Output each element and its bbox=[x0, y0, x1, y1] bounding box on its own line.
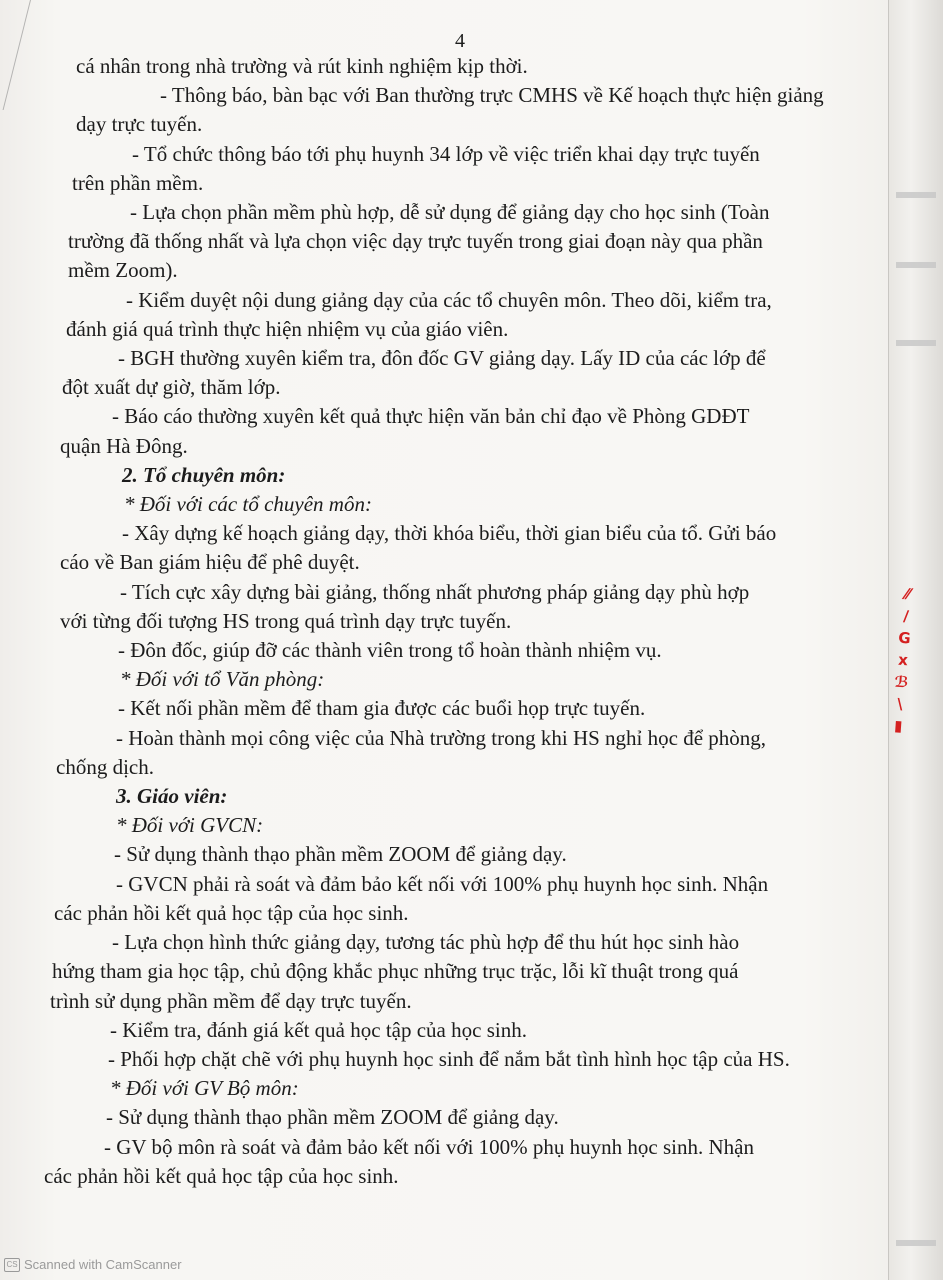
text-line: quận Hà Đông. bbox=[60, 433, 188, 458]
text-line: hứng tham gia học tập, chủ động khắc phục những trục trặc, lỗi kĩ thuật trong quá bbox=[52, 959, 739, 984]
text-line: - Thông báo, bàn bạc với Ban thường trực CMHS về Kế hoạch thực hiện giảng bbox=[160, 83, 824, 108]
page-edge-shadow bbox=[0, 0, 31, 110]
text-line: - Tổ chức thông báo tới phụ huynh 34 lớp về việc triển khai dạy trực tuyến bbox=[132, 141, 760, 166]
text-line: - GVCN phải rà soát và đảm bảo kết nối với 100% phụ huynh học sinh. Nhận bbox=[116, 871, 769, 896]
text-line: đột xuất dự giờ, thăm lớp. bbox=[62, 375, 281, 400]
text-line: - Kiểm tra, đánh giá kết quả học tập của học sinh. bbox=[110, 1017, 527, 1042]
text-line: - Báo cáo thường xuyên kết quả thực hiện văn bản chỉ đạo về Phòng GDĐT bbox=[112, 404, 750, 429]
text-line: - GV bộ môn rà soát và đảm bảo kết nối với 100% phụ huynh học sinh. Nhận bbox=[104, 1134, 754, 1159]
text-line: với từng đối tượng HS trong quá trình dạy trực tuyến. bbox=[60, 608, 512, 633]
section-heading: * Đối với các tổ chuyên môn: bbox=[124, 492, 372, 517]
text-line: - Sử dụng thành thạo phần mềm ZOOM để giảng dạy. bbox=[106, 1105, 559, 1130]
section-heading: * Đối với GVCN: bbox=[116, 813, 264, 838]
scanner-watermark-text: Scanned with CamScanner bbox=[24, 1257, 182, 1272]
text-line: - Lựa chọn hình thức giảng dạy, tương tác phù hợp để thu hút học sinh hào bbox=[112, 930, 740, 955]
margin-tick bbox=[896, 192, 936, 198]
text-line: các phản hồi kết quả học tập của học sinh. bbox=[44, 1163, 399, 1188]
text-line: - BGH thường xuyên kiểm tra, đôn đốc GV giảng dạy. Lấy ID của các lớp để bbox=[118, 346, 766, 371]
red-handwritten-mark: ⁄⁄ / G x ℬ \ ▮ bbox=[893, 585, 912, 736]
text-line: dạy trực tuyến. bbox=[76, 112, 203, 137]
document-body bbox=[40, 52, 830, 1191]
scanner-watermark bbox=[4, 1257, 182, 1272]
section-heading: 2. Tổ chuyên môn: bbox=[122, 462, 286, 487]
margin-tick bbox=[896, 340, 936, 346]
text-line: - Phối hợp chặt chẽ với phụ huynh học sinh để nắm bắt tình hình học tập của HS. bbox=[108, 1046, 790, 1071]
section-heading: 3. Giáo viên: bbox=[116, 784, 228, 809]
text-line: - Xây dựng kế hoạch giảng dạy, thời khóa biểu, thời gian biểu của tổ. Gửi báo bbox=[122, 521, 777, 546]
page-number: 4 bbox=[455, 30, 465, 52]
text-line: trình sử dụng phần mềm để dạy trực tuyến. bbox=[50, 988, 412, 1013]
text-line: - Kết nối phần mềm để tham gia được các buổi họp trực tuyến. bbox=[118, 696, 646, 721]
text-line: trường đã thống nhất và lựa chọn việc dạy trực tuyến trong giai đoạn này qua phần bbox=[68, 229, 763, 254]
text-line: - Hoàn thành mọi công việc của Nhà trường trong khi HS nghỉ học để phòng, bbox=[116, 725, 767, 750]
margin-tick bbox=[896, 1240, 936, 1246]
text-line: - Tích cực xây dựng bài giảng, thống nhất phương pháp giảng dạy phù hợp bbox=[120, 579, 750, 604]
camscanner-icon: CS bbox=[4, 1258, 20, 1272]
margin-tick bbox=[896, 262, 936, 268]
text-line: - Sử dụng thành thạo phần mềm ZOOM để giảng dạy. bbox=[114, 842, 567, 867]
text-line: trên phần mềm. bbox=[72, 170, 204, 195]
text-line: mềm Zoom). bbox=[68, 258, 178, 283]
text-line: cá nhân trong nhà trường và rút kinh nghiệm kịp thời. bbox=[76, 54, 528, 78]
text-line: chống dịch. bbox=[56, 754, 154, 779]
text-line: các phản hồi kết quả học tập của học sinh. bbox=[54, 900, 409, 925]
text-line: cáo về Ban giám hiệu để phê duyệt. bbox=[60, 550, 360, 575]
text-line: đánh giá quá trình thực hiện nhiệm vụ của giáo viên. bbox=[66, 316, 509, 341]
text-line: - Lựa chọn phần mềm phù hợp, dễ sử dụng để giảng dạy cho học sinh (Toàn bbox=[130, 200, 770, 225]
text-line: - Đôn đốc, giúp đỡ các thành viên trong tổ hoàn thành nhiệm vụ. bbox=[118, 638, 662, 663]
section-heading: * Đối với GV Bộ môn: bbox=[110, 1076, 299, 1101]
text-line: - Kiểm duyệt nội dung giảng dạy của các tổ chuyên môn. Theo dõi, kiểm tra, bbox=[126, 287, 772, 312]
section-heading: * Đối với tổ Văn phòng: bbox=[120, 667, 325, 692]
